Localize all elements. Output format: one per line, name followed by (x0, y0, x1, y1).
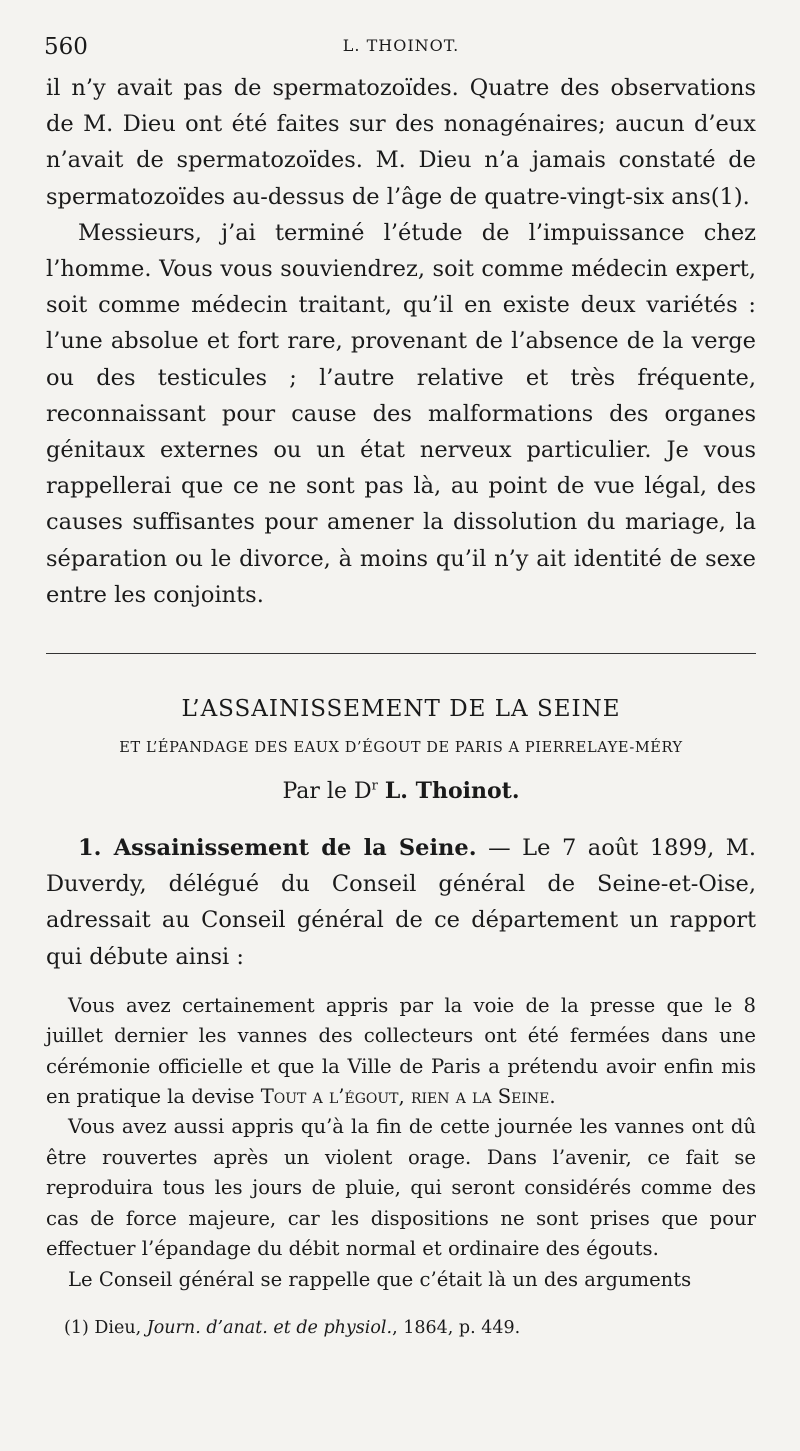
quote-paragraph (46, 991, 756, 1113)
footnote-rest: , 1864, p. 449. (392, 1317, 521, 1338)
quote-paragraph: Vous avez aussi appris qu’à la fin de cette journée les vannes ont dû être rouvertes après un violent orage. Dans l’avenir, ce fait se reproduira tous les jours de pluie, qui seront considérés comme des cas de force majeure, car les dispositions ne sont prises que pour effectuer l’épandage du débit normal et ordinaire des égouts. (46, 1115, 756, 1261)
section-divider (46, 653, 756, 654)
footnote-journal: Journ. d’anat. et de physiol. (146, 1317, 393, 1338)
quote-text: Vous avez certainement appris par la voie de la presse que le 8 juillet dernier les vannes des collecteurs ont été fermées dans une cérémonie officielle et que la Ville de Paris a prétendu avoir enfin mis en pratique la devise (46, 993, 756, 1109)
running-title: L. THOINOT. (342, 36, 460, 55)
quoted-report (46, 991, 756, 1295)
paragraph (46, 830, 756, 975)
running-head (46, 26, 756, 70)
paragraph: Messieurs, j’ai terminé l’étude de l’impuissance chez l’homme. Vous vous souviendrez, soit comme médecin expert, soit comme médecin traitant, qu’il en existe deux variétés : l’une absolue et fort rare, provenant de l’absence de la verge ou des testicules ; l’autre relative et très fréquente, reconnaissant pour cause des malformations des organes génitaux externes ou un état nerveux particulier. Je vous rappellerai que ce ne sont pas là, au point de vue légal, des causes suffisantes pour amener la dissolution du mariage, la séparation ou le divorce, à moins qu’il n’y ait identité de sexe entre les conjoints. (46, 219, 756, 608)
author-prefix-sup: r (371, 778, 378, 794)
previous-article-text (46, 70, 756, 613)
author-prefix: Par le D (282, 779, 372, 805)
article-title: L’ASSAINISSEMENT DE LA SEINE (181, 696, 621, 723)
article-subtitle: ET L’ÉPANDAGE DES EAUX D’ÉGOUT DE PARIS A PIERRELAYE-MÉRY (119, 740, 683, 757)
motto: Tout a l’égout, rien a la Seine. (260, 1085, 556, 1109)
paragraph: il n’y avait pas de spermatozoïdes. Quatre des observations de M. Dieu ont été faites sur des nonagénaires; aucun d’eux n’avait de spermatozoïdes. M. Dieu n’a jamais constaté de spermatozoïdes au-dessus de l’âge de quatre-vingt-six ans(1). (46, 75, 756, 210)
section-1 (46, 830, 756, 975)
section-text: — Le 7 août 1899, M. Duverdy, délégué du Conseil général de Seine-et-Oise, adressait au Conseil général de ce département un rapport qui débute ainsi : (46, 835, 756, 970)
page-number: 560 (44, 34, 88, 60)
footnote (46, 1315, 756, 1341)
section-heading: 1. Assainissement de la Seine. (78, 835, 477, 862)
quote-paragraph: Le Conseil général se rappelle que c’était là un des arguments (68, 1267, 692, 1291)
footnote-marker: (1) Dieu, (64, 1317, 147, 1338)
article-author (46, 778, 756, 804)
author-name: L. Thoinot. (384, 778, 520, 805)
